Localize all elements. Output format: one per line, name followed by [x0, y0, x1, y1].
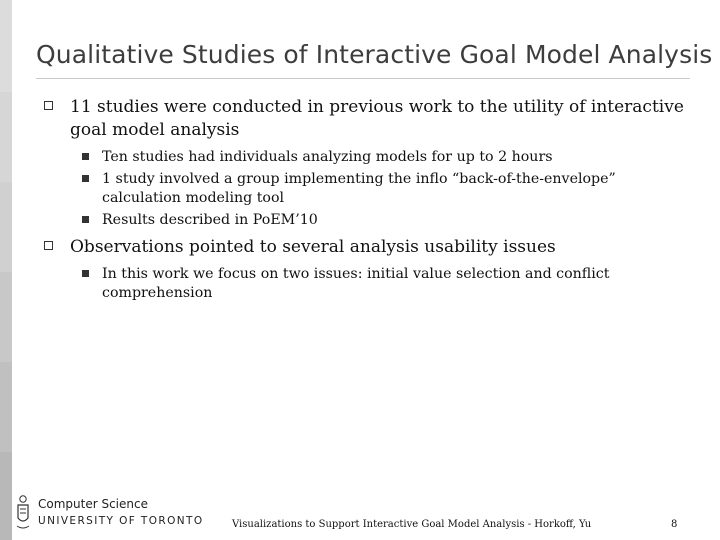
page-number: 8: [671, 519, 678, 530]
department-name: Computer Science: [38, 497, 148, 511]
sub-bullet-text: Results described in PoEM’10: [102, 212, 318, 228]
bullet-text: 11 studies were conducted in previous work to the utility of interactive goal model analysis: [70, 97, 684, 140]
sub-bullet-item: [44, 170, 694, 208]
left-decorative-bar: [0, 0, 12, 540]
square-bullet-icon: [82, 270, 89, 277]
bullet-item: [44, 96, 694, 142]
left-bar-segment: [0, 0, 12, 92]
left-bar-segment: [0, 92, 12, 182]
title-divider: [36, 78, 690, 79]
sub-bullet-item: [44, 211, 694, 230]
hollow-square-bullet-icon: [44, 241, 53, 250]
bullet-text: Observations pointed to several analysis usability issues: [70, 237, 556, 257]
left-bar-segment: [0, 182, 12, 272]
square-bullet-icon: [82, 216, 89, 223]
university-logo: [16, 494, 226, 534]
left-bar-segment: [0, 452, 12, 540]
square-bullet-icon: [82, 175, 89, 182]
university-name: UNIVERSITY OF TORONTO: [38, 515, 204, 527]
crest-icon: [16, 494, 30, 532]
sub-bullet-item: [44, 148, 694, 167]
left-bar-segment: [0, 272, 12, 362]
sub-bullet-text: 1 study involved a group implementing the inflo “back-of-the-envelope” calculation modeling tool: [102, 171, 616, 206]
sub-bullet-text: In this work we focus on two issues: initial value selection and conflict comprehension: [102, 266, 610, 301]
sub-bullet-text: Ten studies had individuals analyzing models for up to 2 hours: [102, 149, 553, 165]
hollow-square-bullet-icon: [44, 101, 53, 110]
square-bullet-icon: [82, 153, 89, 160]
bullet-item: [44, 236, 694, 259]
bullet-list: [44, 92, 694, 303]
slide-title: Qualitative Studies of Interactive Goal Model Analysis: [36, 40, 713, 69]
sub-bullet-item: [44, 265, 694, 303]
left-bar-segment: [0, 362, 12, 452]
footer-citation: Visualizations to Support Interactive Goal Model Analysis - Horkoff, Yu: [232, 519, 592, 530]
